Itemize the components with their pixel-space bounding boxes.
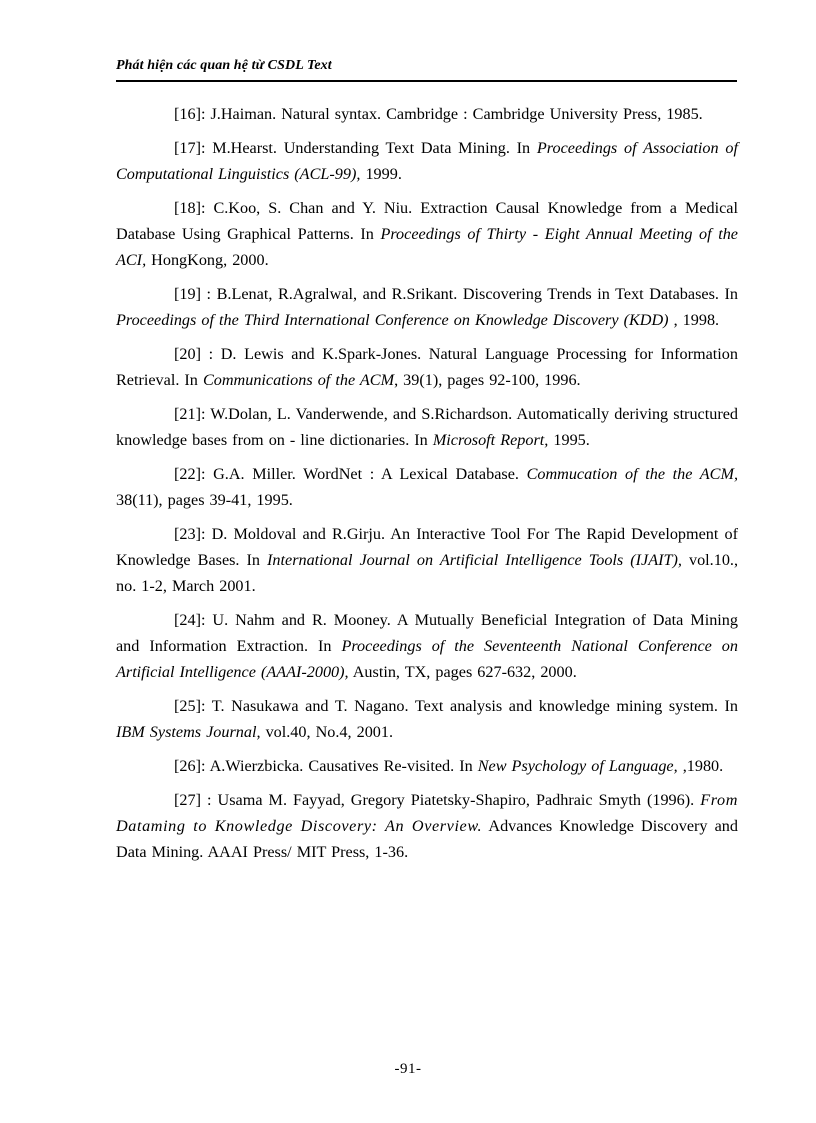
reference-23-source: International Journal on Artificial Intelligence Tools (IJAIT), [267, 551, 682, 569]
reference-22 [116, 461, 738, 513]
reference-27-year: Advances Knowledge Discovery and Data Mining. AAAI Press/ MIT Press, 1-36. [116, 817, 738, 861]
reference-list [116, 101, 738, 873]
reference-23-year: vol.10., no. 1-2, March 2001. [116, 551, 739, 595]
reference-19-year: , 1998. [668, 311, 720, 329]
reference-19-text: [19] : B.Lenat, R.Agralwal, and R.Srikant. Discovering Trends in Text Databases. In [174, 285, 738, 303]
reference-21-text: [21]: W.Dolan, L. Vanderwende, and S.Richardson. Automatically deriving structured knowledge bases from on - line dictionaries. In [116, 405, 738, 449]
reference-24-text: [24]: U. Nahm and R. Mooney. A Mutually Beneficial Integration of Data Mining and Information Extraction. In [116, 611, 738, 655]
reference-23 [116, 521, 738, 599]
reference-22-source: Commucation of the the ACM, [526, 465, 738, 483]
page-number: -91- [394, 1061, 422, 1077]
reference-20-source: Communications of the ACM [202, 371, 395, 389]
reference-24-year: Austin, TX, pages 627-632, 2000. [348, 663, 577, 681]
reference-20 [116, 341, 738, 393]
reference-23-text: [23]: D. Moldoval and R.Girju. An Interactive Tool For The Rapid Development of Knowledge Bases. In [116, 525, 738, 569]
reference-27-source: From Dataming to Knowledge Discovery: An Overview. [116, 791, 738, 835]
reference-25-text: [25]: T. Nasukawa and T. Nagano. Text analysis and knowledge mining system. In [174, 697, 738, 715]
reference-24-source: Proceedings of the Seventeenth National Conference on Artificial Intelligence (AAAI-2000), [116, 637, 738, 681]
reference-22-text: [22]: G.A. Miller. WordNet : A Lexical Database. [174, 465, 527, 483]
reference-16 [116, 101, 738, 127]
reference-25 [116, 693, 738, 745]
header-rule [116, 80, 737, 82]
reference-21-year: 1995. [548, 431, 590, 449]
reference-17-source: Proceedings of Association of Computational Linguistics (ACL-99), [116, 139, 738, 183]
reference-21-source: Microsoft Report, [432, 431, 549, 449]
reference-26-text: [26]: A.Wierzbicka. Causatives Re-visited. In [174, 757, 478, 775]
reference-20-year: , 39(1), pages 92-100, 1996. [394, 371, 581, 389]
reference-26 [116, 753, 738, 779]
reference-19 [116, 281, 738, 333]
reference-24 [116, 607, 738, 685]
reference-27 [116, 787, 738, 865]
reference-17 [116, 135, 738, 187]
reference-17-year: 1999. [360, 165, 402, 183]
reference-18-year: HongKong, 2000. [146, 251, 269, 269]
reference-21 [116, 401, 738, 453]
reference-26-year: ,1980. [677, 757, 724, 775]
reference-19-source: Proceedings of the Third International Conference on Knowledge Discovery (KDD) [116, 311, 669, 329]
running-header: Phát hiện các quan hệ từ CSDL Text [116, 58, 332, 73]
reference-18-text: [18]: C.Koo, S. Chan and Y. Niu. Extraction Causal Knowledge from a Medical Database Using Graphical Patterns. In [116, 199, 738, 243]
reference-18 [116, 195, 738, 273]
reference-22-year: 38(11), pages 39-41, 1995. [116, 491, 293, 509]
reference-25-year: vol.40, No.4, 2001. [260, 723, 394, 741]
reference-26-source: New Psychology of Language, [477, 757, 678, 775]
reference-20-text: [20] : D. Lewis and K.Spark-Jones. Natural Language Processing for Information Retrieval. In [116, 345, 738, 389]
reference-17-text: [17]: M.Hearst. Understanding Text Data Mining. In [174, 139, 537, 157]
reference-18-source: Proceedings of Thirty - Eight Annual Meeting of the ACI, [116, 225, 738, 269]
reference-16-text: [16]: J.Haiman. Natural syntax. Cambridge : Cambridge University Press, 1985. [174, 105, 703, 123]
reference-25-source: IBM Systems Journal, [116, 723, 261, 741]
reference-27-text: [27] : Usama M. Fayyad, Gregory Piatetsky-Shapiro, Padhraic Smyth (1996). [174, 791, 701, 809]
